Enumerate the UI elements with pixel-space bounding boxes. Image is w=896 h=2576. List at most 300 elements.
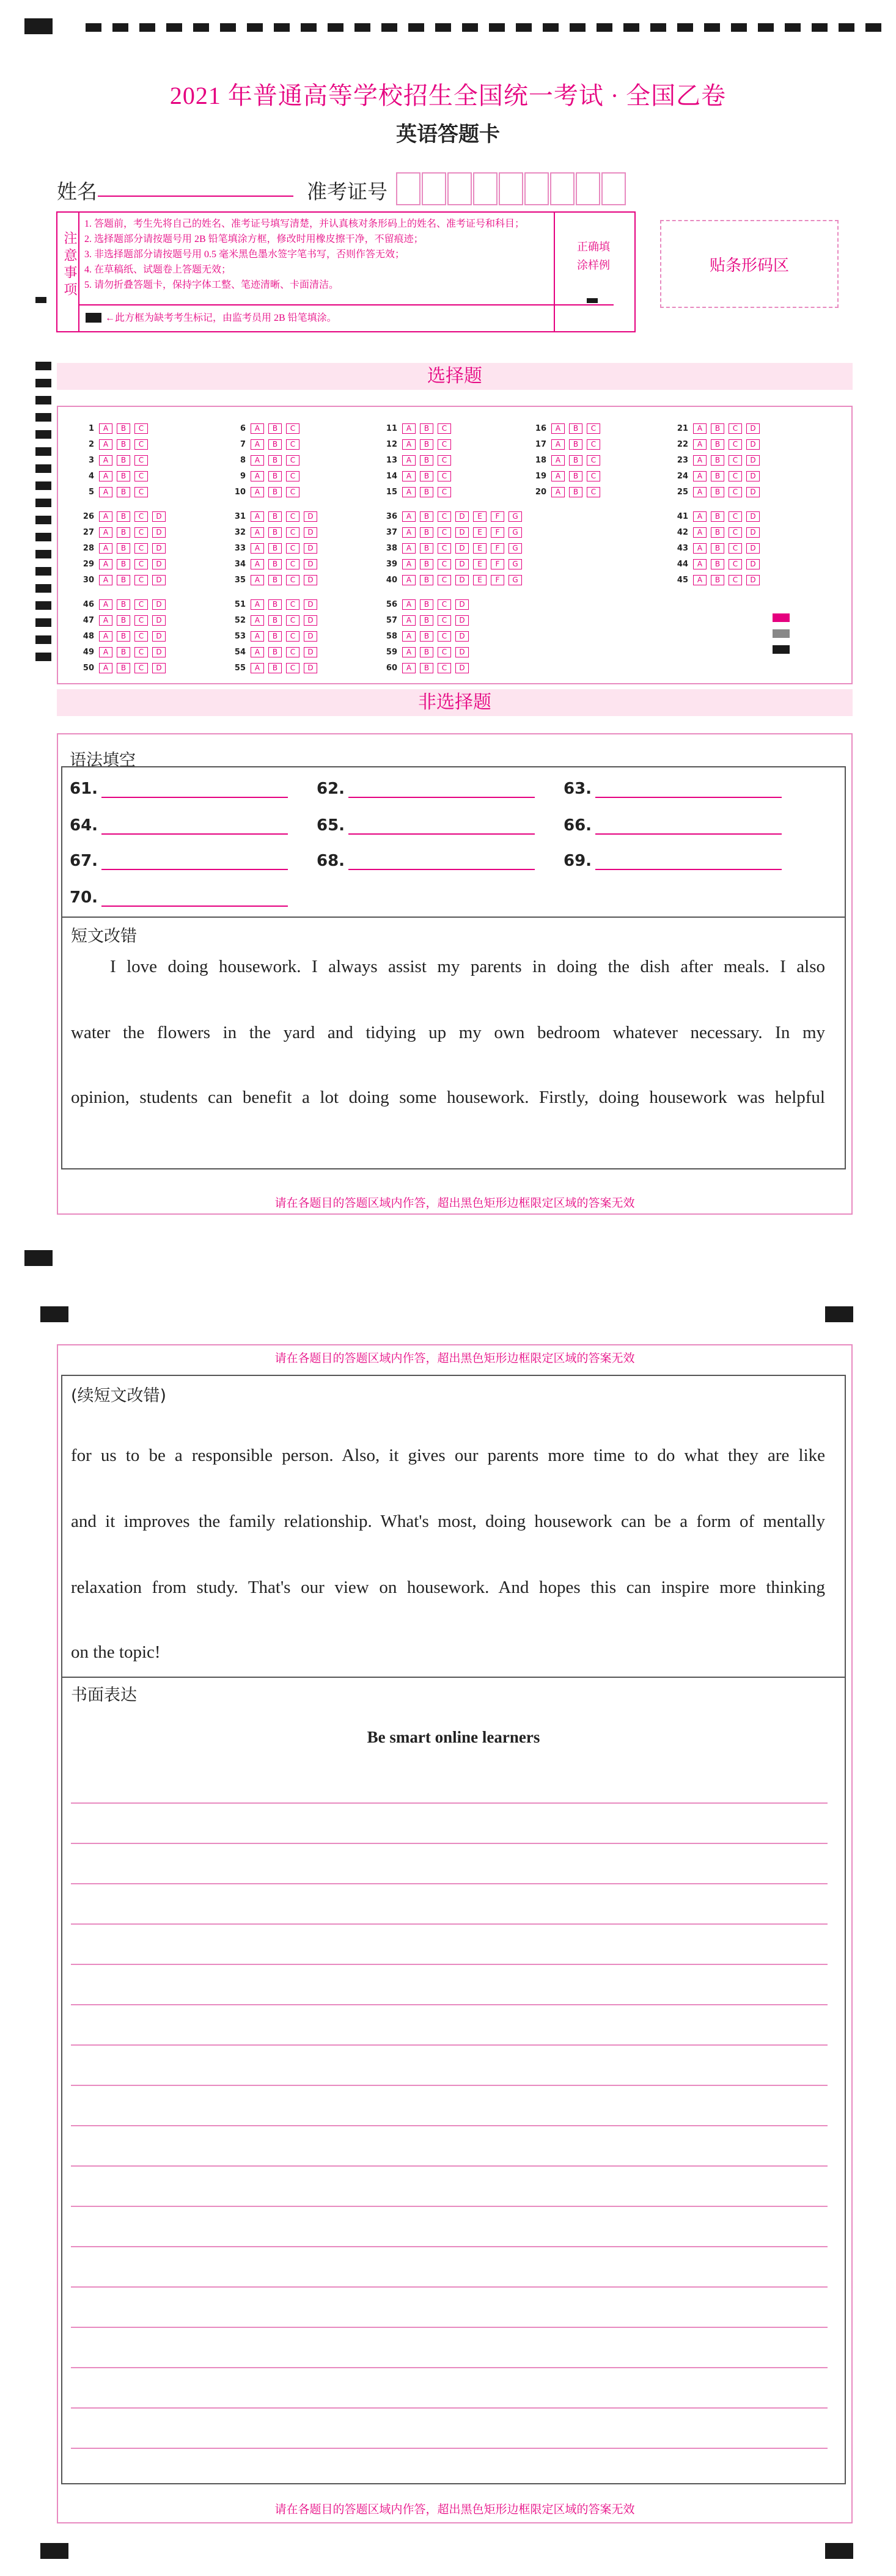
answer-bubble[interactable]: C	[134, 631, 148, 642]
answer-bubble[interactable]: D	[746, 511, 760, 522]
answer-bubble[interactable]: B	[420, 575, 433, 585]
answer-bubble[interactable]: D	[304, 543, 317, 554]
answer-bubble[interactable]: A	[402, 511, 416, 522]
answer-bubble[interactable]: C	[134, 439, 148, 450]
answer-bubble[interactable]: A	[402, 647, 416, 657]
answer-bubble[interactable]: B	[569, 439, 582, 450]
answer-bubble[interactable]: A	[551, 439, 565, 450]
answer-bubble[interactable]: B	[420, 631, 433, 642]
answer-bubble[interactable]: C	[438, 423, 451, 434]
answer-bubble[interactable]: D	[304, 647, 317, 657]
answer-bubble[interactable]: F	[491, 511, 504, 522]
answer-bubble[interactable]: F	[491, 527, 504, 538]
writing-line[interactable]	[71, 1923, 828, 1925]
question-number: 54	[234, 647, 246, 657]
answer-bubble[interactable]: D	[455, 543, 469, 554]
answer-bubble[interactable]: C	[729, 511, 742, 522]
answer-bubble[interactable]: D	[152, 511, 166, 522]
answer-bubble[interactable]: B	[117, 631, 130, 642]
writing-line[interactable]	[71, 2085, 828, 2086]
answer-bubble[interactable]: B	[117, 511, 130, 522]
answer-bubble[interactable]: B	[268, 471, 282, 481]
answer-bubble[interactable]: C	[438, 559, 451, 569]
answer-bubble[interactable]: C	[729, 527, 742, 538]
absent-mark-box[interactable]	[86, 313, 101, 323]
answer-bubble[interactable]: A	[251, 455, 264, 466]
answer-bubble[interactable]: D	[455, 559, 469, 569]
answer-bubble[interactable]: D	[304, 511, 317, 522]
answer-bubble[interactable]: B	[268, 511, 282, 522]
answer-bubble[interactable]: A	[402, 471, 416, 481]
answer-bubble[interactable]: D	[746, 487, 760, 497]
fill-in-line[interactable]	[101, 890, 288, 907]
answer-bubble[interactable]: B	[117, 471, 130, 481]
answer-bubble[interactable]: G	[509, 575, 522, 585]
timing-mark	[35, 499, 51, 507]
answer-bubble[interactable]: B	[268, 559, 282, 569]
fill-in-line[interactable]	[595, 781, 782, 798]
answer-bubble[interactable]: B	[420, 455, 433, 466]
answer-bubble[interactable]: A	[99, 511, 112, 522]
answer-bubble[interactable]: D	[304, 559, 317, 569]
name-field[interactable]	[98, 196, 293, 197]
answer-bubble[interactable]: C	[729, 439, 742, 450]
answer-bubble[interactable]: C	[134, 559, 148, 569]
answer-bubble[interactable]: A	[551, 423, 565, 434]
answer-bubble[interactable]: B	[711, 423, 724, 434]
answer-bubble[interactable]: A	[99, 631, 112, 642]
question-row	[524, 468, 604, 484]
answer-bubble[interactable]: B	[420, 615, 433, 626]
answer-bubble[interactable]: C	[438, 527, 451, 538]
answer-bubble[interactable]: C	[438, 615, 451, 626]
writing-line[interactable]	[71, 1883, 828, 1884]
answer-bubble[interactable]: A	[693, 511, 707, 522]
answer-bubble[interactable]: C	[729, 559, 742, 569]
answer-bubble[interactable]: C	[286, 663, 299, 673]
answer-bubble[interactable]: C	[134, 647, 148, 657]
answer-bubble[interactable]: C	[134, 455, 148, 466]
answer-bubble[interactable]: C	[286, 455, 299, 466]
answer-bubble[interactable]: A	[402, 575, 416, 585]
answer-bubble[interactable]: C	[134, 511, 148, 522]
question-row	[666, 524, 764, 540]
answer-bubble[interactable]: C	[438, 647, 451, 657]
answer-bubble[interactable]: C	[438, 599, 451, 610]
answer-bubble[interactable]: A	[251, 543, 264, 554]
answer-bubble[interactable]: B	[420, 439, 433, 450]
fill-in-item[interactable]	[564, 852, 782, 870]
answer-bubble[interactable]: B	[420, 543, 433, 554]
answer-bubble[interactable]: C	[587, 423, 600, 434]
answer-bubble[interactable]: A	[251, 439, 264, 450]
answer-bubble[interactable]: D	[746, 423, 760, 434]
answer-bubble[interactable]: D	[152, 543, 166, 554]
answer-bubble[interactable]: B	[420, 471, 433, 481]
writing-line[interactable]	[71, 2004, 828, 2005]
answer-bubble[interactable]: A	[251, 631, 264, 642]
answer-bubble[interactable]: A	[551, 455, 565, 466]
answer-bubble[interactable]: A	[402, 615, 416, 626]
answer-bubble[interactable]: C	[134, 663, 148, 673]
answer-bubble[interactable]: B	[117, 647, 130, 657]
answer-bubble[interactable]: E	[473, 559, 487, 569]
answer-bubble[interactable]: B	[268, 575, 282, 585]
fill-in-item[interactable]	[317, 852, 535, 870]
answer-bubble[interactable]: D	[152, 599, 166, 610]
writing-line[interactable]	[71, 2044, 828, 2046]
answer-bubble[interactable]: A	[251, 663, 264, 673]
answer-bubble[interactable]: F	[491, 575, 504, 585]
answer-bubble[interactable]: D	[455, 511, 469, 522]
answer-bubble[interactable]: A	[99, 647, 112, 657]
answer-bubble[interactable]: D	[152, 559, 166, 569]
answer-bubble[interactable]: D	[304, 615, 317, 626]
answer-bubble[interactable]: B	[420, 663, 433, 673]
answer-bubble[interactable]: A	[251, 487, 264, 497]
question-number: 26	[83, 511, 94, 521]
answer-bubble[interactable]: B	[420, 647, 433, 657]
answer-bubble[interactable]: C	[438, 631, 451, 642]
question-group	[224, 420, 304, 500]
answer-bubble[interactable]: B	[420, 423, 433, 434]
question-number: 4	[88, 471, 94, 481]
writing-line[interactable]	[71, 2367, 828, 2368]
question-number: 12	[386, 439, 397, 449]
fill-in-line[interactable]	[101, 818, 288, 835]
answer-bubble[interactable]: B	[711, 527, 724, 538]
answer-bubble[interactable]: F	[491, 559, 504, 569]
answer-bubble[interactable]: C	[438, 455, 451, 466]
answer-bubble[interactable]: B	[711, 471, 724, 481]
id-digit-box[interactable]	[524, 172, 549, 205]
answer-bubble[interactable]: D	[152, 647, 166, 657]
answer-bubble[interactable]: A	[251, 599, 264, 610]
answer-bubble[interactable]: A	[402, 527, 416, 538]
answer-bubble[interactable]: C	[286, 599, 299, 610]
answer-bubble[interactable]: A	[693, 543, 707, 554]
answer-bubble[interactable]: A	[99, 575, 112, 585]
answer-bubble[interactable]: B	[268, 663, 282, 673]
answer-bubble[interactable]: E	[473, 575, 487, 585]
answer-bubble[interactable]: B	[117, 559, 130, 569]
question-number: 55	[234, 663, 246, 673]
answer-bubble[interactable]: A	[99, 599, 112, 610]
answer-bubble[interactable]: C	[729, 487, 742, 497]
answer-bubble[interactable]: B	[268, 439, 282, 450]
answer-bubble[interactable]: B	[117, 543, 130, 554]
answer-bubble[interactable]: D	[152, 631, 166, 642]
answer-bubble[interactable]: C	[438, 471, 451, 481]
answer-bubble[interactable]: A	[99, 439, 112, 450]
answer-bubble[interactable]: B	[420, 527, 433, 538]
answer-bubble[interactable]: A	[99, 471, 112, 481]
answer-bubble[interactable]: B	[268, 543, 282, 554]
answer-bubble[interactable]: B	[268, 487, 282, 497]
fill-in-item[interactable]	[317, 780, 535, 798]
answer-bubble[interactable]: D	[746, 543, 760, 554]
answer-bubble[interactable]: B	[569, 487, 582, 497]
answer-bubble[interactable]: B	[117, 487, 130, 497]
answer-bubble[interactable]: A	[251, 423, 264, 434]
answer-bubble[interactable]: A	[402, 423, 416, 434]
answer-bubble[interactable]: C	[286, 543, 299, 554]
answer-bubble[interactable]: D	[304, 527, 317, 538]
answer-bubble[interactable]: C	[286, 559, 299, 569]
id-digit-box[interactable]	[396, 172, 420, 205]
fill-in-line[interactable]	[348, 853, 535, 870]
answer-bubble[interactable]: B	[117, 663, 130, 673]
answer-bubble[interactable]: E	[473, 543, 487, 554]
answer-bubble[interactable]: C	[729, 471, 742, 481]
answer-bubble[interactable]: D	[455, 631, 469, 642]
answer-bubble[interactable]: B	[711, 559, 724, 569]
answer-bubble[interactable]: G	[509, 511, 522, 522]
fill-in-line[interactable]	[101, 781, 288, 798]
answer-bubble[interactable]: B	[420, 599, 433, 610]
answer-bubble[interactable]: B	[711, 511, 724, 522]
answer-bubble[interactable]: C	[286, 631, 299, 642]
fill-in-item[interactable]	[564, 780, 782, 798]
answer-bubble[interactable]: A	[402, 487, 416, 497]
answer-bubble[interactable]: C	[134, 471, 148, 481]
id-digit-box[interactable]	[447, 172, 472, 205]
fill-in-line[interactable]	[595, 818, 782, 835]
question-row	[224, 436, 304, 452]
question-number: 16	[535, 423, 546, 433]
answer-bubble[interactable]: C	[286, 575, 299, 585]
answer-bubble[interactable]: C	[729, 575, 742, 585]
id-digit-box[interactable]	[473, 172, 498, 205]
answer-bubble[interactable]: A	[402, 543, 416, 554]
answer-bubble[interactable]: C	[587, 471, 600, 481]
answer-bubble[interactable]: D	[455, 647, 469, 657]
id-digit-box[interactable]	[576, 172, 600, 205]
answer-bubble[interactable]: A	[693, 455, 707, 466]
answer-bubble[interactable]: B	[117, 599, 130, 610]
answer-bubble[interactable]: C	[729, 423, 742, 434]
answer-bubble[interactable]: B	[711, 439, 724, 450]
answer-bubble[interactable]: E	[473, 511, 487, 522]
answer-bubble[interactable]: A	[251, 615, 264, 626]
id-digit-box[interactable]	[499, 172, 523, 205]
answer-bubble[interactable]: B	[268, 599, 282, 610]
writing-line[interactable]	[71, 2286, 828, 2288]
answer-bubble[interactable]: A	[99, 487, 112, 497]
writing-line[interactable]	[71, 2448, 828, 2449]
answer-bubble[interactable]: D	[304, 631, 317, 642]
answer-bubble[interactable]: B	[117, 423, 130, 434]
answer-bubble[interactable]: A	[693, 527, 707, 538]
fill-in-line[interactable]	[101, 853, 288, 870]
answer-bubble[interactable]: B	[711, 543, 724, 554]
writing-line[interactable]	[71, 2165, 828, 2167]
answer-bubble[interactable]: A	[693, 559, 707, 569]
fill-in-item[interactable]	[70, 888, 288, 907]
answer-bubble[interactable]: G	[509, 559, 522, 569]
answer-bubble[interactable]: D	[304, 599, 317, 610]
fill-in-line[interactable]	[348, 781, 535, 798]
answer-bubble[interactable]: B	[711, 487, 724, 497]
answer-bubble[interactable]: A	[99, 663, 112, 673]
fill-in-line[interactable]	[595, 853, 782, 870]
answer-bubble[interactable]: C	[134, 615, 148, 626]
writing-line[interactable]	[71, 2407, 828, 2409]
answer-bubble[interactable]: C	[729, 543, 742, 554]
answer-bubble[interactable]: D	[746, 439, 760, 450]
answer-bubble[interactable]: D	[152, 527, 166, 538]
answer-bubble[interactable]: C	[134, 543, 148, 554]
answer-bubble[interactable]: B	[711, 575, 724, 585]
answer-bubble[interactable]: D	[746, 455, 760, 466]
answer-bubble[interactable]: B	[268, 455, 282, 466]
answer-bubble[interactable]: D	[455, 527, 469, 538]
answer-bubble[interactable]: A	[693, 439, 707, 450]
answer-bubble[interactable]: C	[438, 439, 451, 450]
answer-bubble[interactable]: A	[551, 471, 565, 481]
answer-bubble[interactable]: D	[455, 615, 469, 626]
answer-bubble[interactable]: A	[99, 615, 112, 626]
answer-bubble[interactable]: B	[569, 455, 582, 466]
answer-bubble[interactable]: B	[268, 631, 282, 642]
question-number: 45	[677, 575, 688, 585]
answer-bubble[interactable]: A	[251, 647, 264, 657]
answer-bubble[interactable]: A	[251, 575, 264, 585]
answer-bubble[interactable]: A	[402, 631, 416, 642]
answer-bubble[interactable]: A	[251, 471, 264, 481]
answer-bubble[interactable]: D	[455, 599, 469, 610]
answer-bubble[interactable]: A	[693, 423, 707, 434]
answer-bubble[interactable]: D	[746, 471, 760, 481]
answer-bubble[interactable]: C	[438, 663, 451, 673]
answer-bubble[interactable]: G	[509, 543, 522, 554]
answer-bubble[interactable]: A	[693, 487, 707, 497]
answer-bubble[interactable]: C	[286, 647, 299, 657]
answer-bubble[interactable]: C	[134, 599, 148, 610]
answer-bubble[interactable]: D	[304, 663, 317, 673]
fill-in-number: 68.	[317, 852, 345, 870]
fill-in-item[interactable]	[70, 816, 288, 835]
answer-bubble[interactable]: C	[438, 575, 451, 585]
answer-bubble[interactable]: D	[455, 575, 469, 585]
answer-bubble[interactable]: B	[420, 559, 433, 569]
answer-bubble[interactable]: C	[587, 487, 600, 497]
fill-in-line[interactable]	[348, 818, 535, 835]
answer-bubble[interactable]: A	[251, 511, 264, 522]
answer-bubble[interactable]: C	[134, 527, 148, 538]
writing-line[interactable]	[71, 2246, 828, 2247]
answer-bubble[interactable]: C	[134, 575, 148, 585]
answer-bubble[interactable]: A	[551, 487, 565, 497]
answer-bubble[interactable]: C	[286, 471, 299, 481]
answer-bubble[interactable]: C	[134, 423, 148, 434]
answer-bubble[interactable]: B	[569, 423, 582, 434]
answer-bubble[interactable]: C	[286, 511, 299, 522]
id-digit-box[interactable]	[601, 172, 626, 205]
answer-bubble[interactable]: C	[286, 439, 299, 450]
answer-bubble[interactable]: D	[746, 575, 760, 585]
answer-bubble[interactable]: C	[729, 455, 742, 466]
answer-bubble[interactable]: B	[268, 527, 282, 538]
answer-bubble[interactable]: B	[268, 647, 282, 657]
answer-bubble[interactable]: B	[268, 615, 282, 626]
answer-bubble[interactable]: A	[402, 663, 416, 673]
answer-bubble[interactable]: B	[268, 423, 282, 434]
fill-in-item[interactable]	[70, 852, 288, 870]
fill-in-number: 61.	[70, 780, 98, 798]
writing-line[interactable]	[71, 1843, 828, 1844]
answer-bubble[interactable]: E	[473, 527, 487, 538]
answer-bubble[interactable]: B	[117, 527, 130, 538]
answer-bubble[interactable]: D	[455, 663, 469, 673]
answer-bubble[interactable]: A	[99, 455, 112, 466]
fill-in-item[interactable]	[317, 816, 535, 835]
answer-bubble[interactable]: A	[99, 423, 112, 434]
answer-bubble[interactable]: A	[99, 559, 112, 569]
answer-bubble[interactable]: D	[152, 663, 166, 673]
answer-bubble[interactable]: C	[438, 543, 451, 554]
answer-bubble[interactable]: D	[304, 575, 317, 585]
answer-bubble[interactable]: A	[402, 455, 416, 466]
answer-bubble[interactable]: B	[711, 455, 724, 466]
answer-bubble[interactable]: B	[117, 615, 130, 626]
answer-bubble[interactable]: C	[438, 487, 451, 497]
id-digit-box[interactable]	[422, 172, 446, 205]
answer-bubble[interactable]: D	[152, 575, 166, 585]
answer-bubble[interactable]: A	[99, 527, 112, 538]
answer-bubble[interactable]: F	[491, 543, 504, 554]
writing-line[interactable]	[71, 2125, 828, 2126]
answer-bubble[interactable]: D	[746, 527, 760, 538]
answer-bubble[interactable]: A	[402, 599, 416, 610]
fill-in-item[interactable]	[70, 780, 288, 798]
answer-bubble[interactable]: A	[251, 559, 264, 569]
answer-bubble[interactable]: C	[587, 455, 600, 466]
answer-bubble[interactable]: B	[569, 471, 582, 481]
answer-bubble[interactable]: B	[117, 575, 130, 585]
answer-bubble[interactable]: B	[420, 487, 433, 497]
answer-bubble[interactable]: B	[420, 511, 433, 522]
id-digit-box[interactable]	[550, 172, 575, 205]
answer-bubble[interactable]: A	[693, 471, 707, 481]
answer-bubble[interactable]: C	[134, 487, 148, 497]
writing-line[interactable]	[71, 1964, 828, 1965]
answer-bubble[interactable]: C	[438, 511, 451, 522]
answer-bubble[interactable]: C	[286, 487, 299, 497]
answer-bubble[interactable]: A	[99, 543, 112, 554]
writing-line[interactable]	[71, 1802, 828, 1804]
answer-bubble[interactable]: C	[286, 527, 299, 538]
answer-bubble[interactable]: A	[251, 527, 264, 538]
answer-bubble[interactable]: B	[117, 439, 130, 450]
answer-bubble[interactable]: D	[746, 559, 760, 569]
answer-bubble[interactable]: B	[117, 455, 130, 466]
question-row	[375, 660, 473, 676]
writing-line[interactable]	[71, 2206, 828, 2207]
answer-bubble[interactable]: C	[587, 439, 600, 450]
writing-line[interactable]	[71, 2327, 828, 2328]
answer-bubble[interactable]: A	[402, 559, 416, 569]
answer-bubble[interactable]: G	[509, 527, 522, 538]
answer-bubble[interactable]: C	[286, 423, 299, 434]
answer-bubble[interactable]: A	[402, 439, 416, 450]
answer-bubble[interactable]: A	[693, 575, 707, 585]
question-row	[224, 628, 321, 644]
answer-bubble[interactable]: D	[152, 615, 166, 626]
answer-bubble[interactable]: C	[286, 615, 299, 626]
fill-in-item[interactable]	[564, 816, 782, 835]
id-boxes[interactable]	[396, 172, 653, 207]
